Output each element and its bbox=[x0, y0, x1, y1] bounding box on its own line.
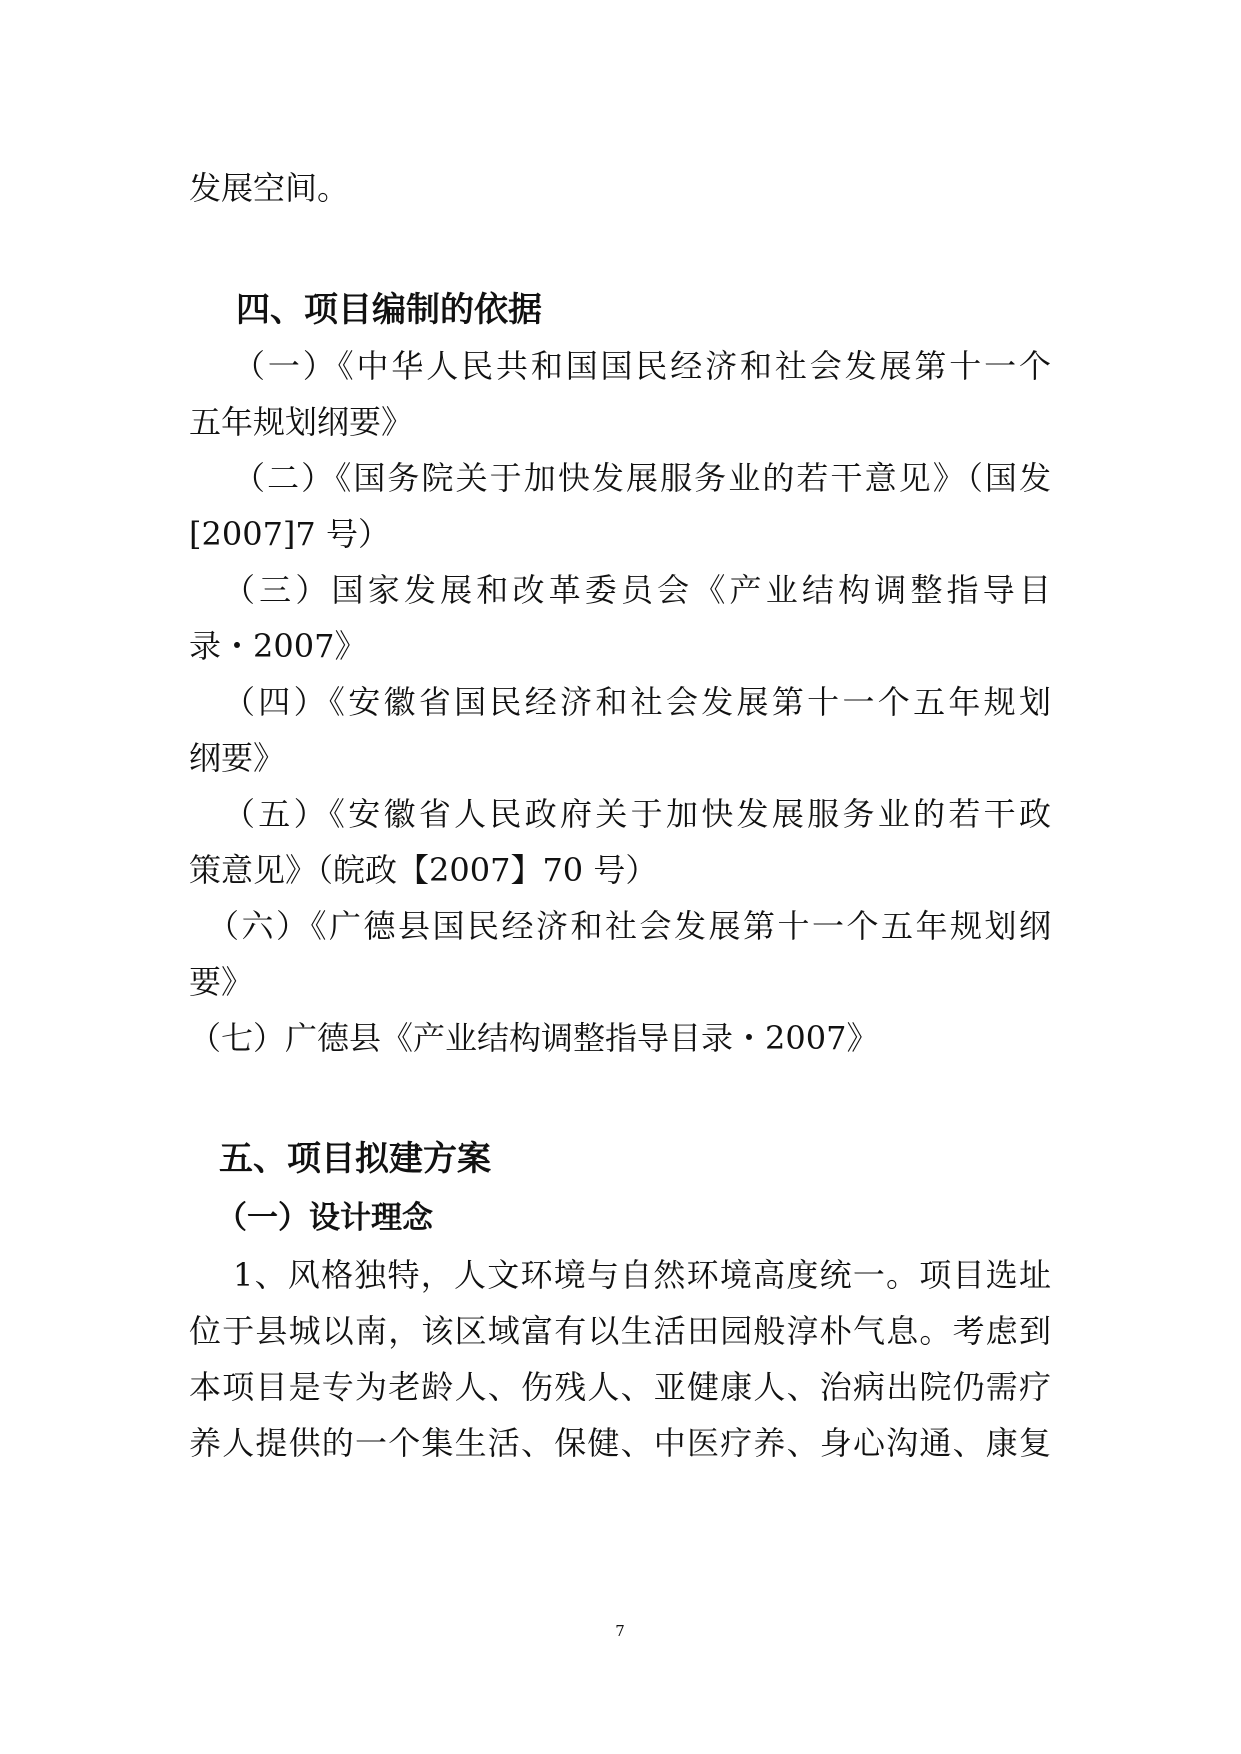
section-heading-4: 四、项目编制的依据 bbox=[236, 290, 542, 330]
basis-item-5: （五）《安徽省人民政府关于加快发展服务业的若干政 bbox=[223, 795, 1051, 833]
body-line: 养人提供的一个集生活、保健、中医疗养、身心沟通、康复 bbox=[189, 1424, 1051, 1462]
page-number: 7 bbox=[615, 1622, 625, 1640]
basis-item-3: （三）国家发展和改革委员会《产业结构调整指导目 bbox=[223, 571, 1051, 609]
basis-item-6: （六）《广德县国民经济和社会发展第十一个五年规划纲 bbox=[207, 907, 1051, 945]
basis-item-2: （二）《国务院关于加快发展服务业的若干意见》（国发 bbox=[233, 459, 1051, 497]
basis-item-1: （一）《中华人民共和国国民经济和社会发展第十一个 bbox=[233, 347, 1051, 385]
body-line: 本项目是专为老龄人、伤残人、亚健康人、治病出院仍需疗 bbox=[189, 1368, 1051, 1406]
basis-item-1-cont: 五年规划纲要》 bbox=[189, 403, 414, 441]
body-line: 1、风格独特，人文环境与自然环境高度统一。项目选址 bbox=[233, 1256, 1051, 1294]
basis-item-4-cont: 纲要》 bbox=[189, 739, 286, 777]
basis-item-3-cont: 录・2007》 bbox=[189, 627, 367, 665]
paragraph-line: 发展空间。 bbox=[189, 169, 350, 207]
basis-item-7: （七）广德县《产业结构调整指导目录・2007》 bbox=[189, 1019, 879, 1057]
basis-item-5-cont: 策意见》（皖政【2007】70 号） bbox=[189, 851, 658, 889]
section-heading-5: 五、项目拟建方案 bbox=[219, 1139, 491, 1179]
basis-item-4: （四）《安徽省国民经济和社会发展第十一个五年规划 bbox=[223, 683, 1051, 721]
basis-item-6-cont: 要》 bbox=[189, 963, 254, 1001]
subsection-heading-design-concept: （一）设计理念 bbox=[216, 1200, 433, 1236]
basis-item-2-cont: [2007]7 号） bbox=[189, 515, 390, 553]
body-line: 位于县城以南，该区域富有以生活田园般淳朴气息。考虑到 bbox=[189, 1312, 1051, 1350]
